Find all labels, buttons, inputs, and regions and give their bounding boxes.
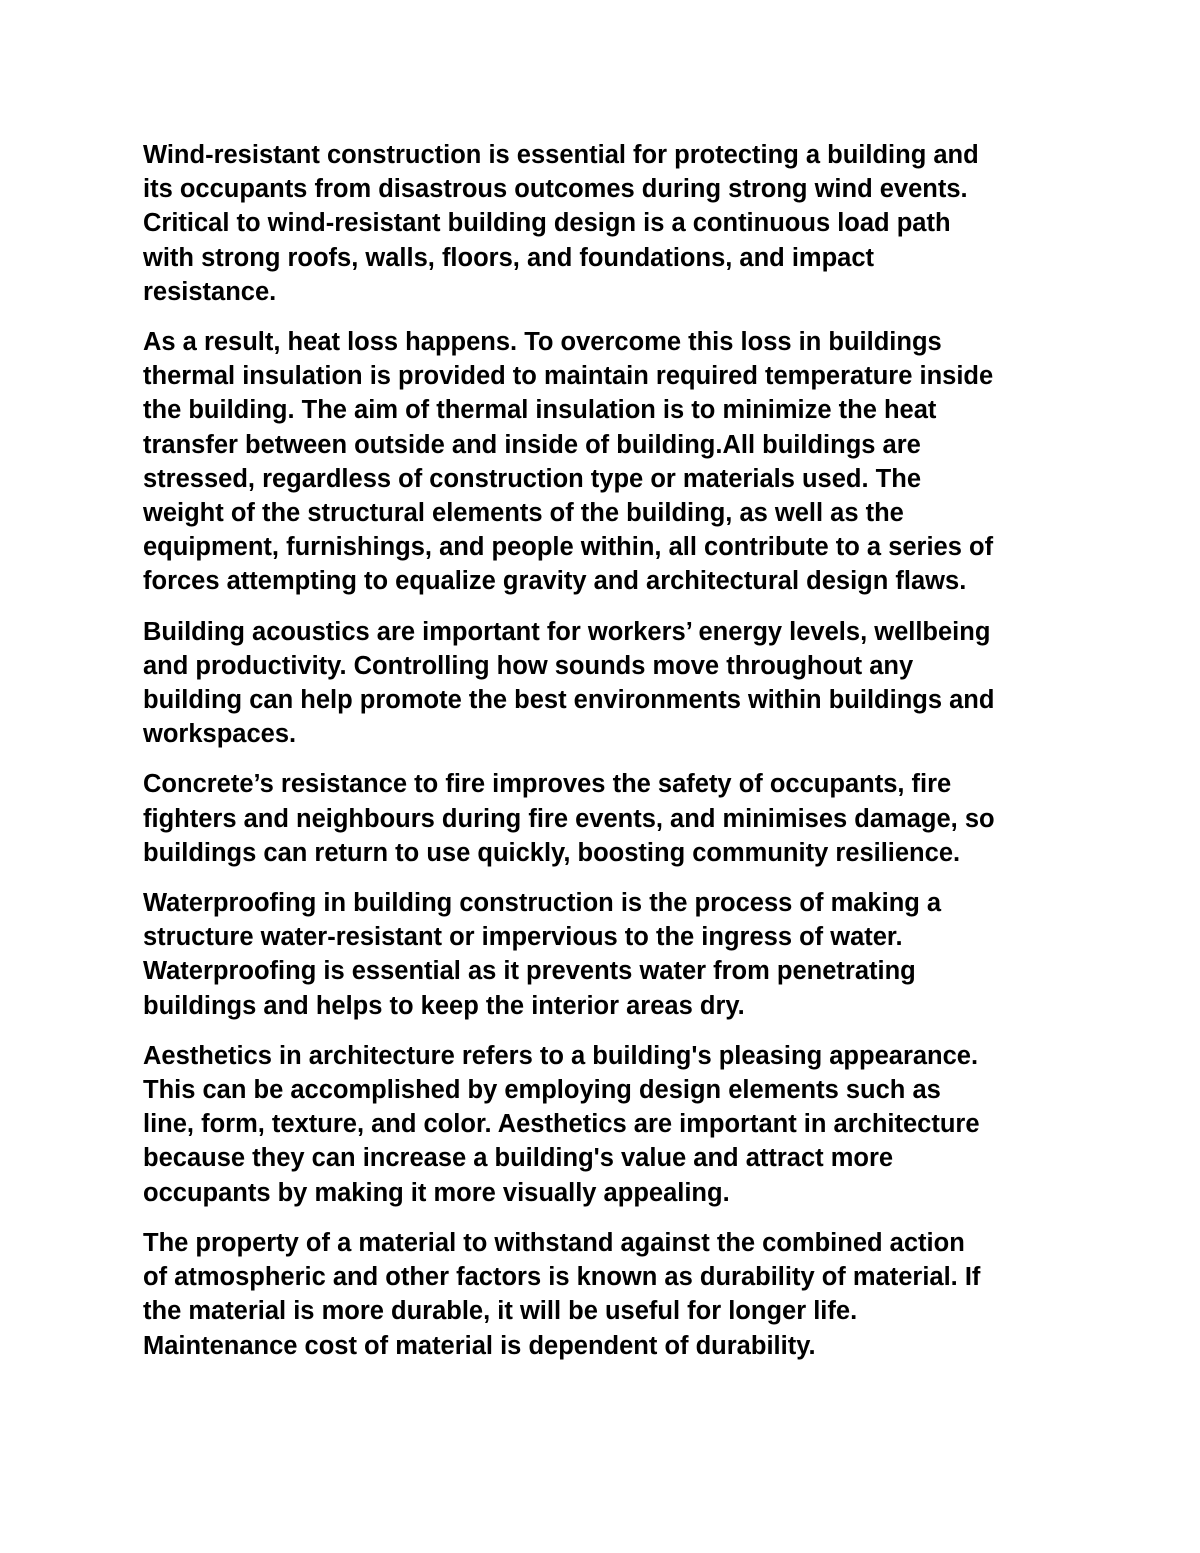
paragraph-acoustics: Building acoustics are important for workers’ energy levels, wellbeing and productivity. Controlling how sounds move throughout any building can help promote the best environments within buildings and workspaces. [143, 617, 995, 749]
paragraph-wind-resistance: Wind-resistant construction is essential for protecting a building and its occupants from disastrous outcomes during strong wind events. Critical to wind-resistant building design is a continuous load path with strong roofs, walls, floors, and foundations, and impact resistance. [143, 141, 979, 306]
paragraph-aesthetics: Aesthetics in architecture refers to a building's pleasing appearance. This can be accomplished by employing design elements such as line, form, texture, and color. Aesthetics are important in architecture because they can increase a building's value and attract more occupants by making it more visually appealing. [143, 1041, 980, 1207]
paragraph-waterproofing: Waterproofing in building construction is the process of making a structure water-resistant or impervious to the ingress of water. Waterproofing is essential as it prevents water from penetrating buildings and helps to keep the interior areas dry. [143, 889, 942, 1020]
paragraph-fire-resistance: Concrete’s resistance to fire improves the safety of occupants, fire fighters and neighbours during fire events, and minimises damage, so buildings can return to use quickly, boosting community resilience. [143, 770, 995, 867]
paragraph-thermal-insulation: As a result, heat loss happens. To overcome this loss in buildings thermal insulation is provided to maintain required temperature inside the building. The aim of thermal insulation is to minimize the heat transfer between outside and inside of building.All buildings are stressed, regardless of construction type or materials used. The weight of the structural elements of the building, as well as the equipment, furnishings, and people within, all contribute to a series of forces attempting to equalize gravity and architectural design flaws. [143, 328, 994, 596]
paragraph-durability: The property of a material to withstand against the combined action of atmospheric and other factors is known as durability of material. If the material is more durable, it will be useful for longer life. Maintenance cost of material is dependent of durability. [143, 1228, 981, 1360]
document-body [143, 138, 1063, 1379]
